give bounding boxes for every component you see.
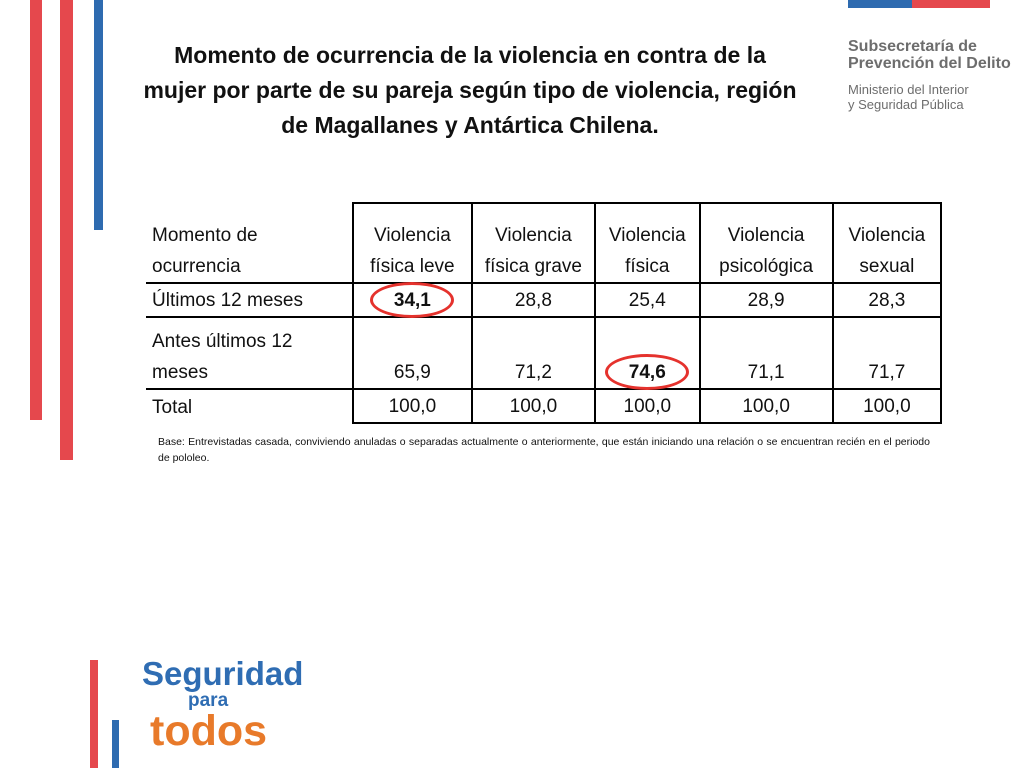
table-cell: 100,0 — [353, 389, 472, 423]
brand-ministry-line1: Ministerio del Interior — [848, 82, 969, 97]
top-blue-bar — [848, 0, 912, 8]
header-cell: Violencia psicológica — [700, 203, 833, 283]
table-cell: 100,0 — [472, 389, 595, 423]
table-row — [146, 283, 941, 317]
top-red-bar — [912, 0, 990, 8]
page-title: Momento de ocurrencia de la violencia en contra de la mujer por parte de su pareja según tipo de violencia, región de Magallanes y Antártica Chilena. — [143, 42, 797, 138]
logo-word-seguridad: Seguridad — [142, 655, 304, 692]
highlight-circle — [370, 282, 454, 318]
header-cell: Momento de ocurrencia — [146, 203, 353, 283]
violence-timing-table — [146, 202, 942, 424]
header-cell: Violencia sexual — [833, 203, 941, 283]
left-blue-bar — [94, 0, 103, 230]
brand-block — [848, 38, 1011, 112]
table-cell: 25,4 — [595, 283, 699, 317]
table-cell: 28,8 — [472, 283, 595, 317]
left-red-bar-outer — [30, 0, 42, 420]
table-cell: 71,1 — [700, 317, 833, 389]
table-cell-highlighted — [353, 283, 472, 317]
base-footnote: Base: Entrevistadas casada, conviviendo anuladas o separadas actualmente o anteriormente, que están iniciando una relación o se encuentran recién en el periodo de pololeo. — [158, 436, 930, 464]
left-red-bar-inner — [60, 0, 73, 460]
highlight-circle — [605, 354, 689, 390]
table-row — [146, 389, 941, 423]
table-cell: 71,7 — [833, 317, 941, 389]
table-cell: 28,9 — [700, 283, 833, 317]
logo-word-para: para — [188, 690, 229, 711]
cell-value: 34,1 — [393, 290, 431, 311]
row-label: Últimos 12 meses — [146, 283, 353, 317]
table-cell: 28,3 — [833, 283, 941, 317]
header-cell: Violencia física grave — [472, 203, 595, 283]
logo-red-bar — [90, 660, 98, 768]
table-cell: 100,0 — [833, 389, 941, 423]
cell-value: 74,6 — [628, 362, 666, 383]
table-row — [146, 317, 941, 389]
brand-name-line1: Subsecretaría de — [848, 38, 977, 55]
logo-word-todos: todos — [150, 707, 268, 755]
brand-ministry-line2: y Seguridad Pública — [848, 97, 964, 112]
table-cell: 65,9 — [353, 317, 472, 389]
row-label: Antes últimos 12 meses — [146, 317, 353, 389]
table-cell: 71,2 — [472, 317, 595, 389]
table-cell: 100,0 — [700, 389, 833, 423]
header-cell: Violencia física — [595, 203, 699, 283]
logo-blue-bar — [112, 720, 119, 768]
table-cell-highlighted — [595, 317, 699, 389]
table-header-row — [146, 203, 941, 283]
header-cell: Violencia física leve — [353, 203, 472, 283]
row-label: Total — [146, 389, 353, 423]
table-cell: 100,0 — [595, 389, 699, 423]
seguridad-para-todos-logo — [142, 655, 304, 755]
brand-name-line2: Prevención del Delito — [848, 55, 1011, 72]
